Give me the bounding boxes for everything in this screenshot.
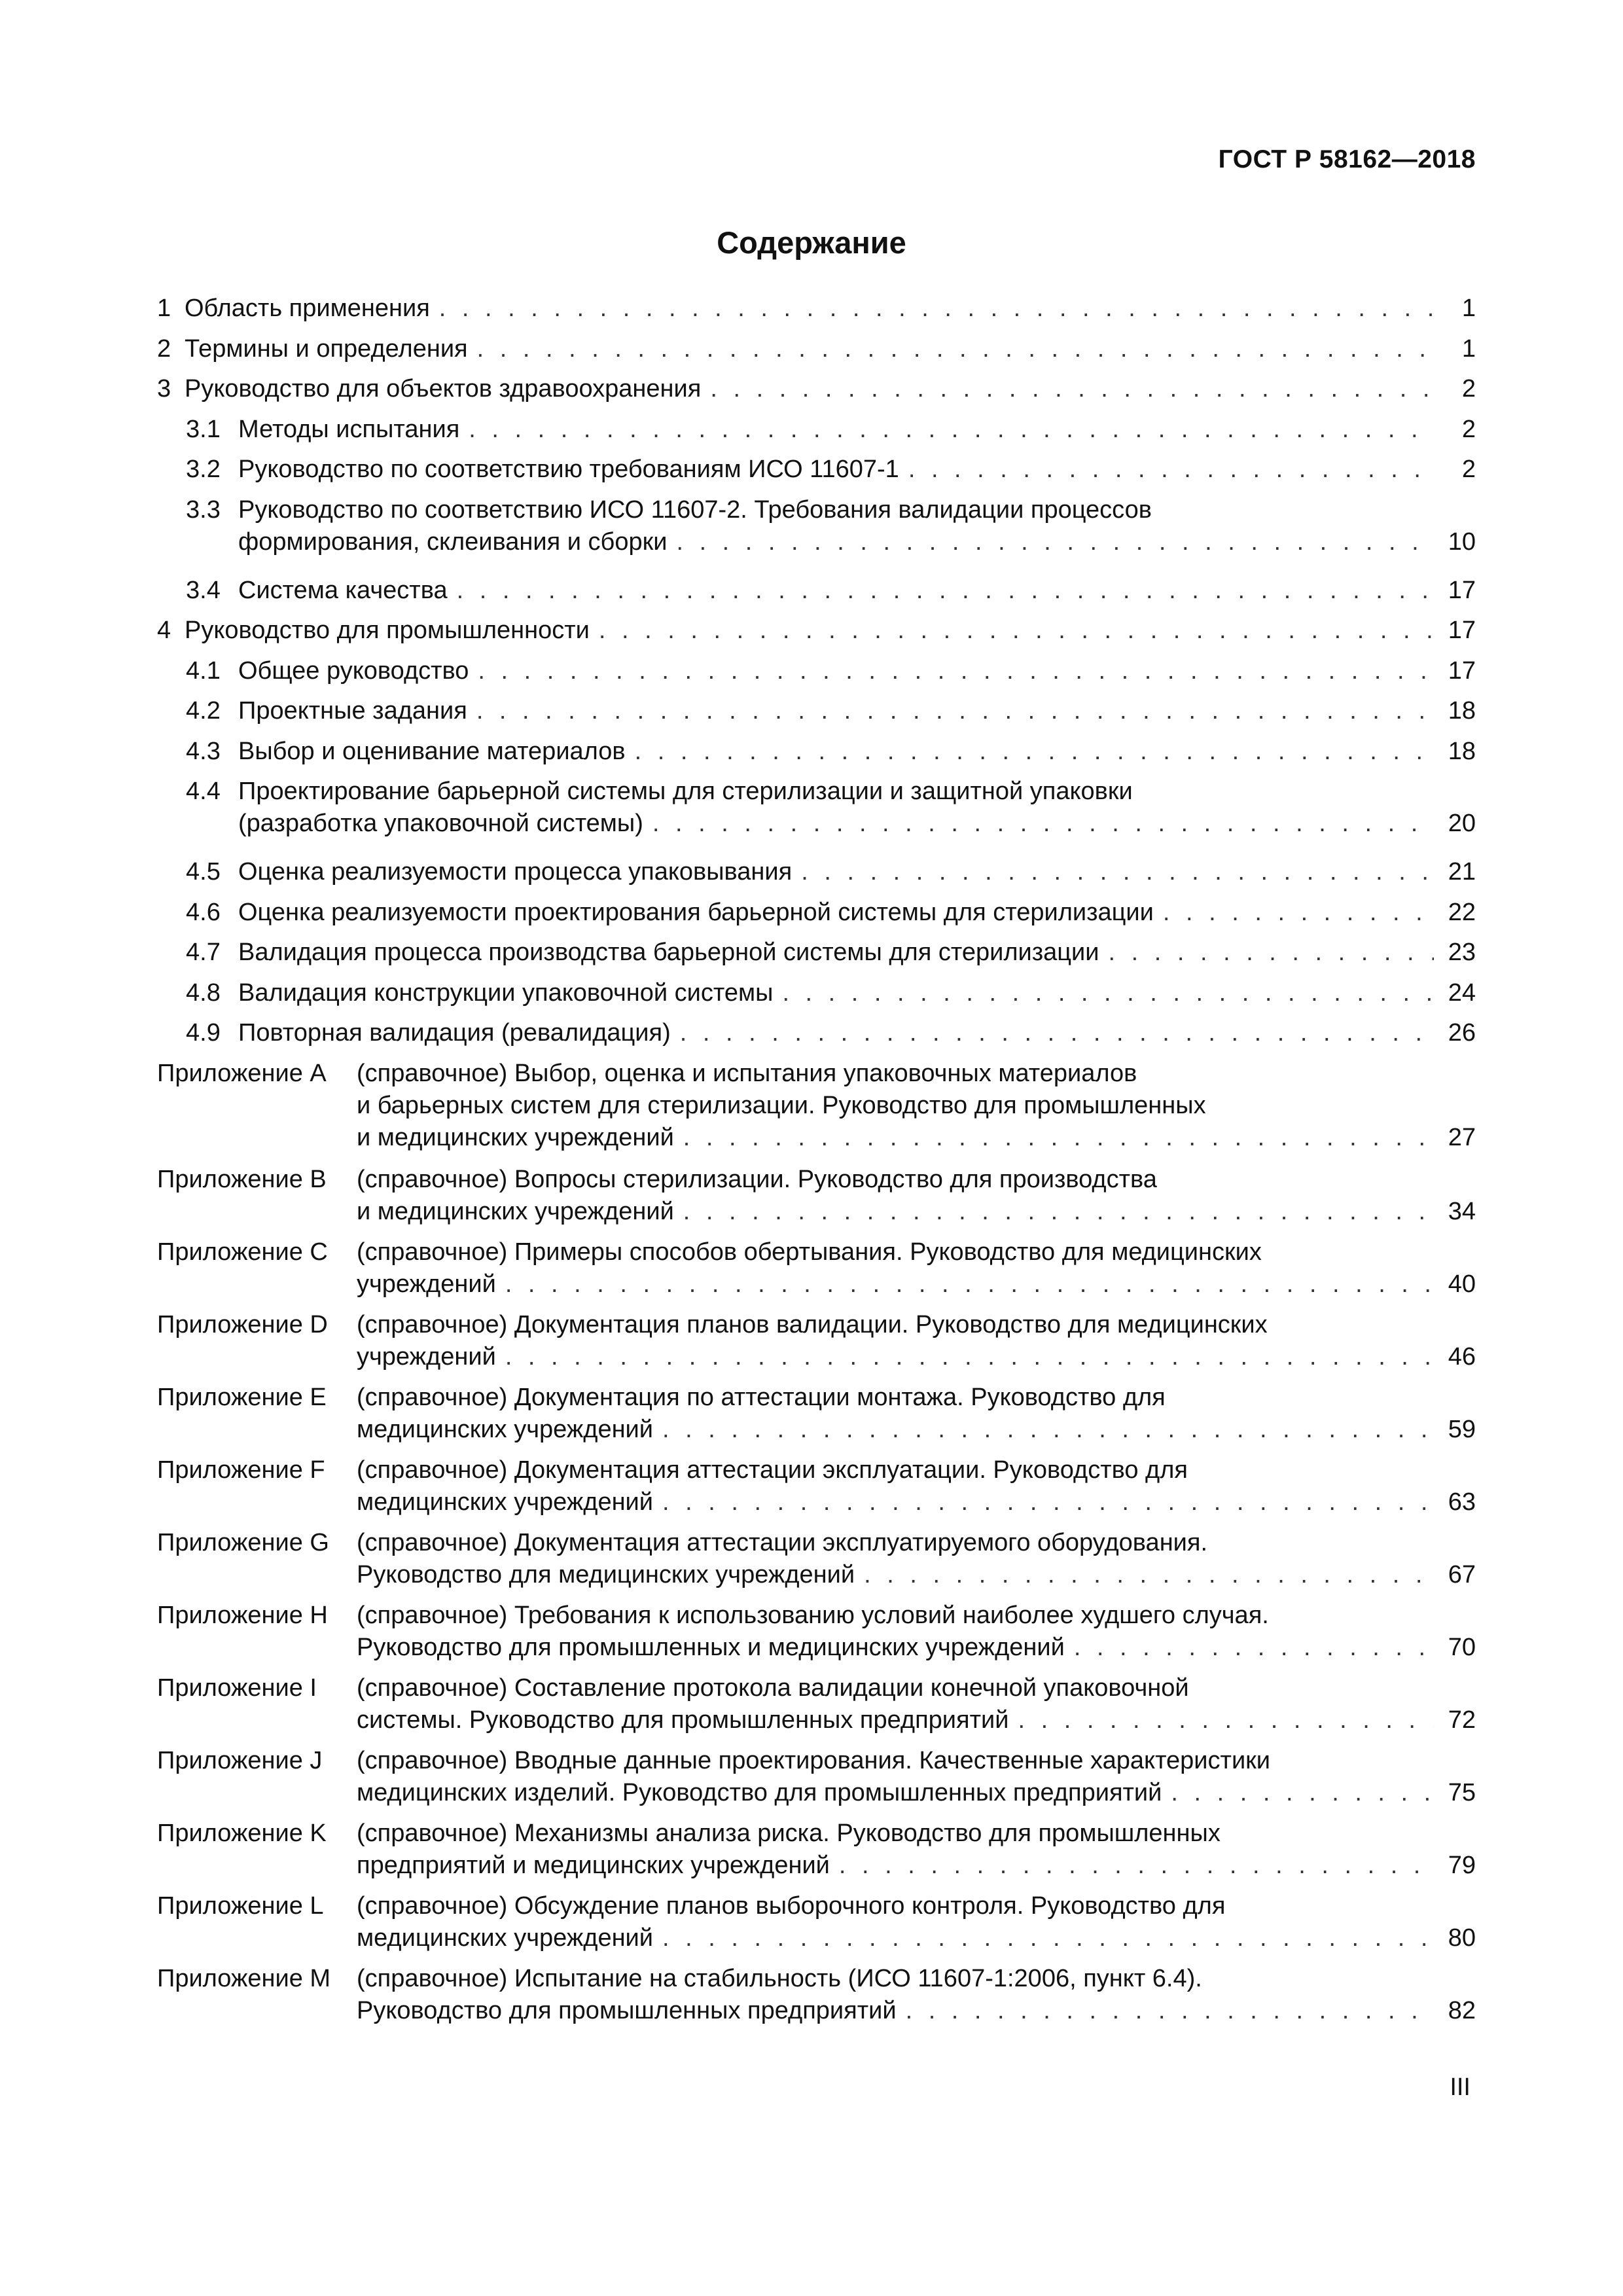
section-number: 3.3 [186, 495, 221, 524]
page-ref: 80 [1448, 1924, 1476, 1952]
page-ref: 46 [1448, 1342, 1476, 1371]
dot-leader [710, 373, 1434, 405]
toc-appendix-entry[interactable] [157, 1382, 1476, 1454]
table-of-contents [157, 293, 1476, 2036]
page-ref: 75 [1448, 1778, 1476, 1806]
toc-appendix-entry[interactable] [157, 1164, 1476, 1236]
appendix-title: (справочное) Составление протокола валидации конечной упаковочной [357, 1674, 1189, 1702]
toc-entry[interactable] [157, 414, 1476, 454]
dot-leader [505, 1341, 1434, 1373]
appendix-label: Приложение L [157, 1892, 324, 1920]
toc-appendix-entry[interactable] [157, 1745, 1476, 1818]
dot-leader [1171, 1777, 1434, 1809]
appendix-title-continued: системы. Руководство для промышленных предприятий [357, 1706, 1009, 1734]
page-ref: 24 [1448, 978, 1476, 1007]
entry-title: Термины и определения [185, 334, 468, 363]
page-ref: 2 [1461, 415, 1476, 443]
section-number: 4.5 [186, 858, 221, 886]
section-number: 4.8 [186, 978, 221, 1007]
toc-entry[interactable] [157, 494, 1476, 575]
entry-title: Руководство по соответствию ИСО 11607-2. Требования валидации процессов [238, 495, 1152, 524]
toc-entry[interactable] [157, 373, 1476, 414]
page-ref: 1 [1461, 295, 1476, 322]
page-number: III [1450, 2073, 1471, 2101]
appendix-title: (справочное) Механизмы анализа риска. Руководство для промышленных [357, 1819, 1221, 1847]
dot-leader [1109, 937, 1435, 969]
dot-leader [782, 977, 1434, 1009]
toc-entry[interactable] [157, 776, 1476, 856]
appendix-title: (справочное) Вопросы стерилизации. Руководство для производства [357, 1165, 1157, 1193]
dot-leader [652, 808, 1434, 840]
toc-appendix-entry[interactable] [157, 1600, 1476, 1672]
dot-leader [906, 1995, 1434, 2027]
entry-title: Выбор и оценивание материалов [238, 737, 626, 765]
appendix-title-continued: медицинских учреждений [357, 1415, 654, 1443]
section-number: 2 [157, 334, 171, 363]
appendix-title-continued: медицинских изделий. Руководство для промышленных предприятий [357, 1778, 1162, 1806]
appendix-title-continued: предприятий и медицинских учреждений [357, 1851, 830, 1879]
page-ref: 79 [1448, 1851, 1476, 1879]
appendix-label: Приложение F [157, 1456, 325, 1484]
document-code: ГОСТ Р 58162—2018 [1218, 145, 1476, 173]
page-ref: 82 [1448, 1996, 1476, 2024]
dot-leader [680, 1017, 1434, 1049]
page-ref: 1 [1461, 334, 1476, 363]
dot-leader [1018, 1704, 1434, 1736]
section-number: 4.3 [186, 737, 221, 765]
toc-entry[interactable] [157, 615, 1476, 655]
toc-entry[interactable] [157, 293, 1476, 333]
page-ref: 17 [1448, 576, 1476, 604]
dot-leader [476, 695, 1434, 727]
dot-leader [662, 1922, 1434, 1954]
section-number: 1 [157, 295, 171, 322]
entry-title: Система качества [238, 576, 448, 604]
page-ref: 20 [1448, 810, 1476, 837]
appendix-label: Приложение G [157, 1528, 329, 1556]
dot-leader [477, 333, 1434, 365]
appendix-label: Приложение E [157, 1383, 327, 1411]
appendix-title: (справочное) Документация аттестации эксплуатации. Руководство для [357, 1456, 1188, 1484]
toc-entry[interactable] [157, 454, 1476, 494]
entry-title: Повторная валидация (ревалидация) [238, 1019, 671, 1047]
page-ref: 21 [1448, 858, 1476, 886]
toc-appendix-entry[interactable] [157, 1058, 1476, 1164]
appendix-label: Приложение B [157, 1165, 327, 1193]
appendix-title-continued: медицинских учреждений [357, 1488, 654, 1516]
page-ref: 70 [1448, 1633, 1476, 1661]
page-ref: 2 [1461, 456, 1476, 483]
page-ref: 26 [1448, 1019, 1476, 1047]
section-number: 4.6 [186, 898, 221, 926]
entry-title: Руководство для промышленности [185, 617, 590, 644]
page-ref: 72 [1448, 1706, 1476, 1734]
appendix-title-continued: Руководство для медицинских учреждений [357, 1560, 855, 1588]
section-number: 3.1 [186, 415, 221, 443]
entry-title: Общее руководство [238, 656, 469, 685]
page-ref: 10 [1448, 528, 1476, 556]
entry-title: Проектные задания [238, 697, 467, 725]
section-number: 3.4 [186, 576, 221, 604]
page-ref: 17 [1448, 656, 1476, 685]
section-number: 4.4 [186, 778, 221, 805]
dot-leader [478, 655, 1434, 687]
toc-entry[interactable] [157, 856, 1476, 897]
appendix-title-continued: и медицинских учреждений [357, 1197, 674, 1225]
dot-leader [662, 1414, 1434, 1446]
appendix-title: (справочное) Выбор, оценка и испытания упаковочных материалов [357, 1059, 1137, 1087]
section-number: 3 [157, 375, 171, 403]
dot-leader [676, 526, 1434, 558]
toc-appendix-entry[interactable] [157, 1236, 1476, 1309]
page-ref: 22 [1448, 898, 1476, 926]
dot-leader [599, 615, 1434, 647]
dot-leader [683, 1122, 1434, 1154]
dot-leader [864, 1559, 1434, 1591]
page-ref: 34 [1448, 1197, 1476, 1225]
page-ref: 63 [1448, 1488, 1476, 1516]
toc-entry[interactable] [157, 937, 1476, 977]
dot-leader [457, 575, 1434, 607]
appendix-title-continued: Руководство для промышленных и медицинских учреждений [357, 1633, 1065, 1661]
entry-title: Руководство по соответствию требованиям ИСО 11607-1 [238, 456, 899, 483]
appendix-title-continued: и медицинских учреждений [357, 1123, 674, 1151]
appendix-title: (справочное) Обсуждение планов выборочного контроля. Руководство для [357, 1892, 1226, 1920]
dot-leader [635, 736, 1434, 768]
toc-title: Содержание [717, 225, 906, 260]
appendix-label: Приложение D [157, 1310, 328, 1338]
entry-title: Область применения [185, 295, 430, 322]
appendix-label: Приложение J [157, 1746, 323, 1774]
section-number: 4.9 [186, 1019, 221, 1047]
page-ref: 18 [1448, 737, 1476, 765]
page-ref: 67 [1448, 1560, 1476, 1588]
toc-entry[interactable] [157, 977, 1476, 1018]
dot-leader [801, 856, 1434, 888]
entry-title: Проектирование барьерной системы для стерилизации и защитной упаковки [238, 778, 1133, 805]
appendix-title: (справочное) Документация по аттестации монтажа. Руководство для [357, 1383, 1166, 1411]
entry-title: Руководство для объектов здравоохранения [185, 375, 702, 403]
toc-entry[interactable] [157, 897, 1476, 937]
dot-leader [439, 293, 1434, 325]
entry-title: Валидация процесса производства барьерной системы для стерилизации [238, 939, 1099, 966]
appendix-title: (справочное) Документация аттестации эксплуатируемого оборудования. [357, 1528, 1208, 1556]
toc-entry[interactable] [157, 695, 1476, 736]
page-ref: 18 [1448, 697, 1476, 725]
section-number: 4.7 [186, 939, 221, 966]
appendix-label: Приложение H [157, 1601, 328, 1629]
appendix-label: Приложение I [157, 1674, 317, 1702]
dot-leader [1163, 897, 1434, 929]
toc-entry[interactable] [157, 575, 1476, 615]
page-ref: 27 [1448, 1123, 1476, 1151]
toc-appendix-entry[interactable] [157, 1527, 1476, 1600]
entry-title-continued: формирования, склеивания и сборки [238, 528, 668, 556]
appendix-title: (справочное) Документация планов валидации. Руководство для медицинских [357, 1310, 1268, 1338]
dot-leader [662, 1486, 1434, 1518]
section-number: 4.1 [186, 656, 221, 685]
appendix-label: Приложение C [157, 1238, 328, 1266]
appendix-title: (справочное) Вводные данные проектирования. Качественные характеристики [357, 1746, 1271, 1774]
appendix-title-continued: и барьерных систем для стерилизации. Руководство для промышленных [357, 1091, 1206, 1119]
dot-leader [683, 1196, 1434, 1228]
appendix-title-continued: Руководство для промышленных предприятий [357, 1996, 897, 2024]
toc-entry[interactable] [157, 1017, 1476, 1058]
dot-leader [505, 1268, 1434, 1300]
appendix-label: Приложение M [157, 1964, 331, 1992]
appendix-title: (справочное) Примеры способов обертывания. Руководство для медицинских [357, 1238, 1262, 1266]
dot-leader [908, 454, 1434, 486]
section-number: 3.2 [186, 456, 221, 483]
page-ref: 59 [1448, 1415, 1476, 1443]
toc-entry[interactable] [157, 736, 1476, 776]
appendix-title: (справочное) Испытание на стабильность (ИСО 11607-1:2006, пункт 6.4). [357, 1964, 1202, 1992]
toc-appendix-entry[interactable] [157, 1818, 1476, 1890]
entry-title: Оценка реализуемости проектирования барьерной системы для стерилизации [238, 898, 1154, 926]
page-ref: 17 [1448, 617, 1476, 644]
toc-entry[interactable] [157, 333, 1476, 374]
appendix-title-continued: учреждений [357, 1270, 496, 1298]
section-number: 4.2 [186, 697, 221, 725]
dot-leader [839, 1850, 1434, 1882]
toc-appendix-entry[interactable] [157, 1890, 1476, 1963]
appendix-label: Приложение K [157, 1819, 327, 1847]
page-ref: 40 [1448, 1270, 1476, 1298]
toc-entry[interactable] [157, 655, 1476, 696]
toc-appendix-entry[interactable] [157, 1672, 1476, 1745]
section-number: 4 [157, 617, 171, 644]
toc-appendix-entry[interactable] [157, 1963, 1476, 2036]
toc-appendix-entry[interactable] [157, 1454, 1476, 1527]
dot-leader [1074, 1632, 1434, 1664]
appendix-title: (справочное) Требования к использованию условий наиболее худшего случая. [357, 1601, 1269, 1629]
dot-leader [469, 414, 1434, 446]
appendix-title-continued: учреждений [357, 1342, 496, 1371]
appendix-title-continued: медицинских учреждений [357, 1924, 654, 1952]
entry-title: Валидация конструкции упаковочной системы [238, 978, 774, 1007]
entry-title: Оценка реализуемости процесса упаковывания [238, 858, 793, 886]
entry-title-continued: (разработка упаковочной системы) [238, 810, 643, 837]
page-ref: 23 [1448, 939, 1476, 966]
entry-title: Методы испытания [238, 415, 460, 443]
appendix-label: Приложение A [157, 1059, 327, 1087]
toc-appendix-entry[interactable] [157, 1309, 1476, 1382]
page-ref: 2 [1461, 375, 1476, 403]
